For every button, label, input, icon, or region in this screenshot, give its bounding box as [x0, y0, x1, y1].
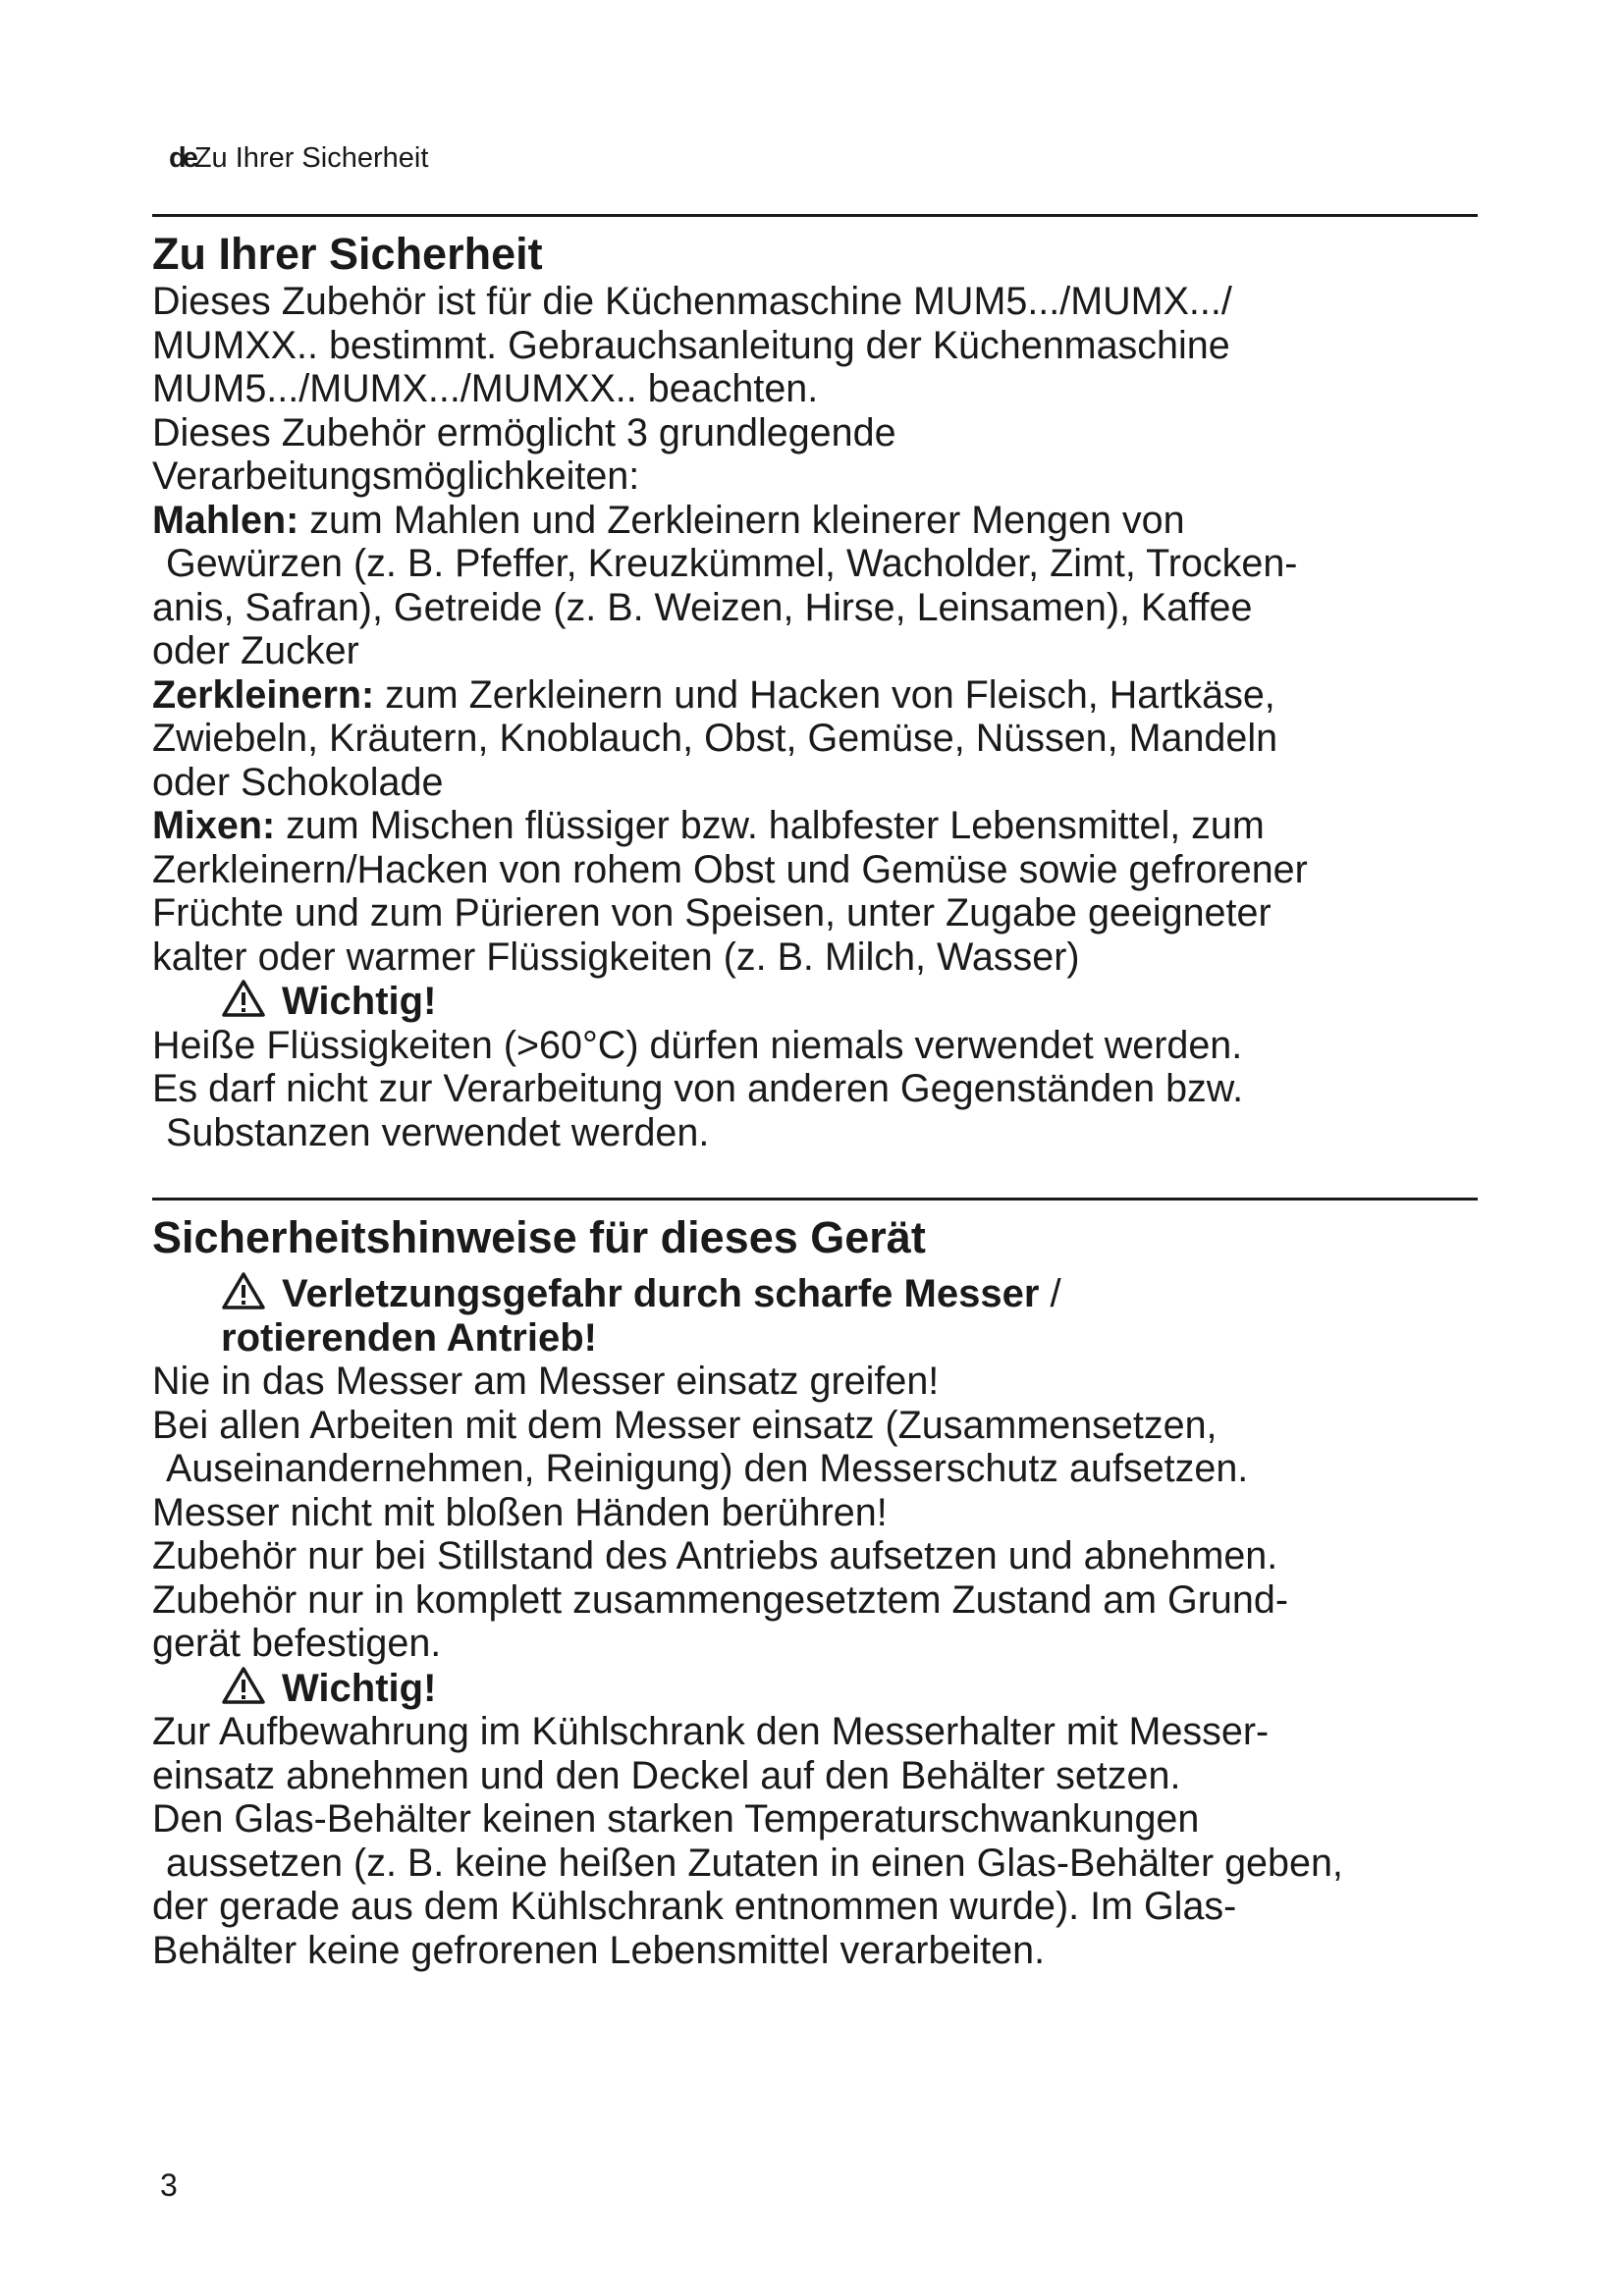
section-title: Zu Ihrer Sicherheit — [152, 229, 543, 279]
zerkleinern-line: Zwiebeln, Kräutern, Knoblauch, Obst, Gemüse, Nüssen, Mandeln — [152, 717, 1278, 760]
important-line: der gerade aus dem Kühlschrank entnommen wurde). Im Glas- — [152, 1885, 1237, 1928]
important-line: Zur Aufbewahrung im Kühlschrank den Messerhalter mit Messer- — [152, 1710, 1270, 1753]
running-header-title: Zu Ihrer Sicherheit — [193, 142, 429, 174]
intro-paragraph — [152, 280, 1478, 499]
important-line: einsatz abnehmen und den Deckel auf den Behälter setzen. — [152, 1753, 1181, 1797]
injury-warning-line: Auseinandernehmen, Reinigung) den Messerschutz aufsetzen. — [166, 1447, 1249, 1490]
zerkleinern-text: zum Zerkleinern und Hacken von Fleisch, Hartkäse, — [374, 672, 1275, 717]
injury-warning-slash: / — [1039, 1272, 1061, 1315]
important-line: aussetzen (z. B. keine heißen Zutaten in einen Glas-Behälter geben, — [166, 1841, 1343, 1885]
intro-line: MUMXX.. bestimmt. Gebrauchsanleitung der Küchenmaschine — [152, 323, 1230, 367]
warning-heading — [152, 979, 1478, 1024]
injury-warning-line: Bei allen Arbeiten mit dem Messer einsatz (Zusammensetzen, — [152, 1403, 1218, 1447]
mahlen-paragraph — [152, 499, 1478, 673]
zerkleinern-paragraph — [152, 673, 1478, 805]
intro-line: Dieses Zubehör ermöglicht 3 grundlegende — [152, 410, 896, 454]
important-title: Wichtig! — [282, 1666, 437, 1710]
injury-warning-line: gerät befestigen. — [152, 1622, 442, 1665]
section-title: Sicherheitshinweise für dieses Gerät — [152, 1212, 926, 1262]
section-body — [152, 280, 1478, 1154]
section-safety-instructions — [152, 1198, 1478, 1972]
injury-warning-line: Nie in das Messer am Messer einsatz greifen! — [152, 1360, 940, 1403]
warning-paragraph — [152, 1024, 1478, 1155]
warning-triangle-icon — [221, 1666, 266, 1705]
warning-triangle-icon — [221, 1271, 266, 1310]
mahlen-line: Gewürzen (z. B. Pfeffer, Kreuzkümmel, Wacholder, Zimt, Trocken- — [166, 542, 1298, 585]
important-line: Behälter keine gefrorenen Lebensmittel verarbeiten. — [152, 1928, 1046, 1972]
language-code: de — [169, 142, 194, 174]
running-header — [169, 140, 428, 176]
warning-line: Es darf nicht zur Verarbeitung von anderen Gegenständen bzw. — [152, 1067, 1244, 1110]
injury-warning-paragraph — [152, 1360, 1478, 1666]
important-paragraph — [152, 1710, 1478, 1972]
mixen-line: kalter oder warmer Flüssigkeiten (z. B. Milch, Wasser) — [152, 934, 1080, 979]
mixen-term: Mixen: — [152, 804, 276, 847]
injury-warning-title: Verletzungsgefahr durch scharfe Messer — [282, 1272, 1040, 1315]
injury-warning-heading — [152, 1271, 1478, 1360]
mahlen-line: oder Zucker — [152, 629, 359, 672]
important-heading — [152, 1666, 1478, 1711]
mahlen-term: Mahlen: — [152, 498, 299, 542]
mixen-text: zum Mischen flüssiger bzw. halbfester Lebensmittel, zum — [275, 804, 1265, 847]
mixen-paragraph — [152, 804, 1478, 979]
injury-warning-title-line2: rotierenden Antrieb! — [221, 1315, 597, 1360]
warning-title: Wichtig! — [282, 980, 437, 1023]
mixen-line — [152, 804, 1478, 848]
warning-triangle-icon — [221, 979, 266, 1018]
intro-line: MUM5.../MUMX.../MUMXX.. beachten. — [152, 367, 819, 410]
injury-warning-line: Zubehör nur bei Stillstand des Antriebs aufsetzen und abnehmen. — [152, 1534, 1278, 1577]
mixen-line: Früchte und zum Pürieren von Speisen, unter Zugabe geeigneter — [152, 891, 1272, 934]
mahlen-text: zum Mahlen und Zerkleinern kleinerer Mengen von — [298, 498, 1185, 542]
important-line: Den Glas-Behälter keinen starken Temperaturschwankungen — [152, 1797, 1200, 1841]
zerkleinern-line — [152, 673, 1478, 718]
zerkleinern-term: Zerkleinern: — [152, 672, 375, 717]
mahlen-line: anis, Safran), Getreide (z. B. Weizen, Hirse, Leinsamen), Kaffee — [152, 585, 1253, 629]
intro-line: Verarbeitungsmöglichkeiten: — [152, 454, 640, 498]
section-safety — [152, 214, 1478, 1154]
injury-warning-line: Messer nicht mit bloßen Händen berühren! — [152, 1490, 888, 1534]
injury-warning-line: Zubehör nur in komplett zusammengesetztem Zustand am Grund- — [152, 1577, 1288, 1622]
mahlen-line — [152, 499, 1478, 543]
page-number: 3 — [160, 2167, 178, 2203]
intro-line: Dieses Zubehör ist für die Küchenmaschine MUM5.../MUMX.../ — [152, 280, 1232, 323]
section-body — [152, 1263, 1478, 1972]
mixen-line: Zerkleinern/Hacken von rohem Obst und Gemüse sowie gefrorener — [152, 847, 1308, 891]
warning-line: Heiße Flüssigkeiten (>60°C) dürfen niemals verwendet werden. — [152, 1023, 1243, 1067]
warning-line: Substanzen verwendet werden. — [166, 1110, 710, 1154]
zerkleinern-line: oder Schokolade — [152, 760, 444, 804]
